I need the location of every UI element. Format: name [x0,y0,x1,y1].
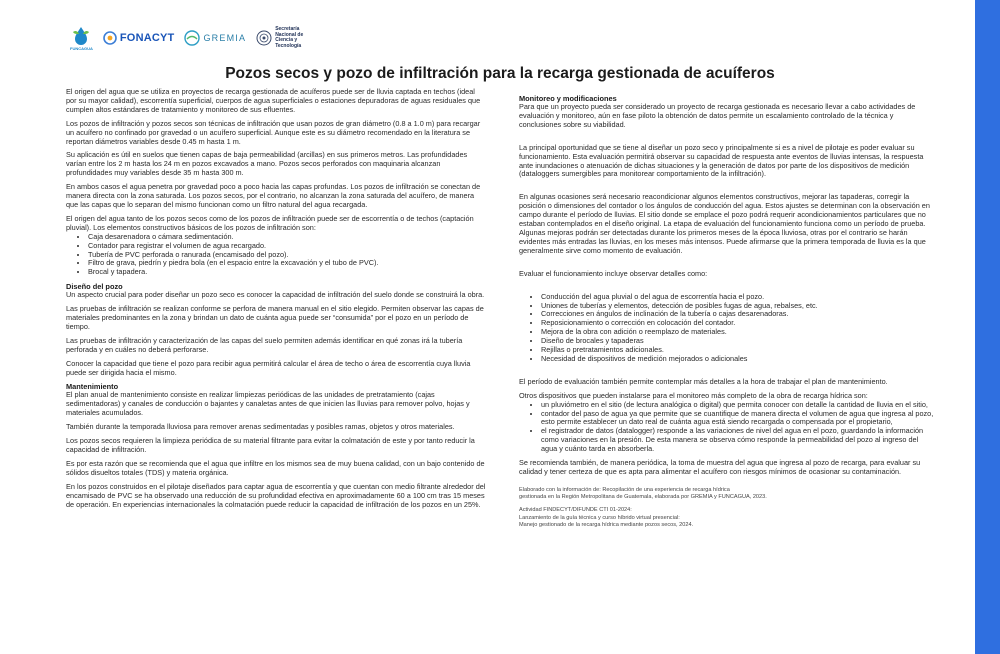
funcagua-icon [70,26,92,46]
paragraph: Conocer la capacidad que tiene el pozo para recibir agua permitirá calcular el área de techo o área de escorrentía cuya lluvia puede ser dirigida hacia el mismo. [66,358,471,377]
funcagua-label: FUNCAGUA [70,45,93,51]
list-item: • Brocal y tapadera. [88,268,486,277]
list-item: • Tubería de PVC perforada o ranurada (encamisado del pozo). [88,251,486,260]
paragraph: La principal oportunidad que se tiene al diseñar un pozo seco y principalmente si es a nivel de pilotaje es poder evaluar su funcionamiento. Esta evaluación permitirá observar su capacidad de respuesta ante eventos de lluvias intensas, la respuesta ante inundaciones o atenuación de dichas situaciones y la generación de datos por parte de los dispositivos de medición (dataloggers sumergibles para monitorear comportamiento de la infiltración). [519,142,924,179]
page-title: Pozos secos y pozo de infiltración para la recarga gestionada de acuíferos [225,65,775,82]
paragraph: El plan anual de mantenimiento consiste en realizar limpiezas periódicas de las unidades de pretratamiento (cajas sedimentadoras) y canales de conducción o bajantes y canaletas antes de que inicien las lluvias para remover polvo, hojas y materiales acumulados. [66,390,470,418]
gremia-label: GREMIA [203,33,247,43]
heading-mantenimiento: Mantenimiento [66,382,119,392]
gremia-logo [184,30,246,46]
logo-bar [70,24,303,52]
paragraph: También durante la temporada lluviosa para remover arenas sedimentadas y posibles ramas, objetos y otros materiales. [66,422,455,432]
left-column [66,88,486,514]
list-item: • Contador para registrar el volumen de agua recargado. [88,242,486,251]
list-item: • el registrador de datos (datalogger) responde a las variaciones de nivel del agua en el pozo, guardando la información como variaciones en la presión. De esta manera se observa cómo responde la permeabilidad del pozo al ingreso del agua y cuánto tarda en absorberla. [541,427,935,454]
paragraph: Otros dispositivos que pueden instalarse para el monitoreo más completo de la obra de recarga hídrica son: [519,390,868,400]
details-list [519,293,935,364]
paragraph: En algunas ocasiones será necesario reacondicionar algunos elementos constructivos, mejorar las tapaderas, corregir la posición o dimensiones del contador o los ángulos de conducción del agua. Estos ajustes se determinan con la observación en campo durante el período de lluvias. El sitio donde se emplace el pozo podrá requerir acondicionamientos particulares que no estaban contemplados en el diseño original. La etapa de evaluación del funcionamiento funciona como un período de prueba. Algunas mejoras podrán ser detectadas durante los primeros meses de la época lluviosa, otras por el contrario se harán evidentes más entradas las lluvias, en los meses más intensos. Puede afirmarse que la primera temporada de lluvia es la que generalmente sirve como momento de evaluación. [519,192,930,255]
list-item: • Mejora de la obra con adición o reemplazo de materiales. [541,328,935,337]
list-item: • Necesidad de dispositivos de medición mejorados o adicionales [541,355,935,364]
heading-diseno: Diseño del pozo [66,282,123,292]
source-credits: Elaborado con la información de: Recopilación de una experiencia de recarga hídrica gestionada en la Región Metropolitana de Guatemala, elaborada por GREMIA y FUNCAGUA, 2023. [519,486,767,501]
paragraph: El período de evaluación también permite contemplar más detalles a la hora de trabajar el plan de mantenimiento. [519,376,888,386]
paragraph: El origen del agua que se utiliza en proyectos de recarga gestionada de acuíferos puede ser de lluvia captada en techos (ideal por su mayor calidad), escorrentía superficial, cuerpos de agua superficiales o estaciones depuradoras de aguas residuales que cumplen altos estándares de tratamiento y monitoreo de sus efluentes. [66,87,481,114]
paragraph: Los pozos de infiltración y pozos secos son técnicas de infiltración que usan pozos de gran diámetro (0.8 a 1.0 m) para recargar un acuífero no confinado por gravedad o un acuífero superficial. Aunque este es su diámetro recomendado en la literatura se reportan diámetros variables desde 0.45 m hasta 1 m. [66,118,481,146]
list-item: • Rejillas o pretratamientos adicionales. [541,346,935,355]
fonacyt-logo [103,31,175,45]
activity-credits: Actividad FINDECYT/DIFUNDE CTI 01-2024: Lanzamiento de la guía técnica y curso híbrido virtual presencial: Manejo gestionado de la recarga hídrica mediante pozos secos, 2024. [519,507,694,528]
list-item: • Filtro de grava, piedrín y piedra bola (en el espacio entre la excavación y el tubo de PVC). [88,259,486,268]
paragraph: En los pozos construidos en el pilotaje diseñados para captar agua de escorrentía y que cuentan con medio filtrante alrededor del encamisado de PVC se ha observado una reducción de su profundidad efectiva en aproximadamente 60 a 100 cm tras 15 meses de operación. En experiencias internacionales la colmatación puede reducir la capacidad de infiltración de los pozos en un 25%. [66,481,486,509]
senacyt-logo [256,27,303,49]
list-item: • Reposicionamiento o corrección en colocación del contador. [541,319,935,328]
senacyt-label: Secretaría Nacional de Ciencia y Tecnología [275,26,304,49]
paragraph: Se recomienda también, de manera periódica, la toma de muestra del agua que ingresa al pozo de recarga, para evaluar su calidad y tener certeza de que es apta para alimentar el acuífero con riesgos mínimos de ocasionar su contaminación. [519,458,921,476]
paragraph: El origen del agua tanto de los pozos secos como de los pozos de infiltración puede ser de escorrentía o de techos (captación pluvial). Los elementos constructivos básicos de los pozos de infiltración son: [66,213,474,232]
list-item: • Conducción del agua pluvial o del agua de escorrentía hacia el pozo. [541,293,935,302]
paragraph: Las pruebas de infiltración se realizan conforme se perfora de manera manual en el sitio elegido. Permiten observar las capas de materiales predominantes en la zona y brindan un dato de cuánta agua puede ser “consumida” por el pozo en un período de tiempo. [66,304,484,331]
list-item: • Correcciones en ángulos de inclinación de la tubería o cajas desarenadoras. [541,310,935,319]
elements-list [66,233,486,278]
paragraph: Evaluar el funcionamiento incluye observar detalles como: [519,268,708,278]
paragraph: En ambos casos el agua penetra por gravedad poco a poco hacia las capas profundas. Los pozos de infiltración se conectan de manera directa con la zona saturada. Los pozos secos, por el contrario, no alcanzan la zona saturada del acuífero, de manera que las capas que lo separan del mismo funcionan como un filtro natural del agua recargada. [66,182,481,209]
list-item: • Uniones de tuberías y elementos, detección de posibles fugas de agua, rebalses, etc. [541,302,935,311]
paragraph: Es por esta razón que se recomienda que el agua que infiltre en los mismos sea de muy buena calidad, con un bajo contenido de sólidos disueltos totales (TDS) y materia orgánica. [66,458,485,477]
paragraph: Su aplicación es útil en suelos que tienen capas de baja permeabilidad (arcillas) en sus primeros metros. Las profundidades varían entre los 2 m hasta los 24 m en pozos excavados a mano. Pozos secos perforados con maquinaria alcanzan profundidades muy variables desde 35 m hasta 300 m. [66,150,468,178]
paragraph: Las pruebas de infiltración y caracterización de las capas del suelo permiten además identificar en qué zonas irá la tubería perforada y en cuáles no deberá perforarse. [66,335,463,354]
gremia-icon [184,30,200,46]
right-column [519,88,935,535]
paragraph: Para que un proyecto pueda ser considerado un proyecto de recarga gestionada es necesario llevar a cabo actividades de evaluación y monitoreo, aún en fase piloto la obtención de datos permite un escalamiento controlado de la técnica y conclusiones sobre su viabilidad. [519,102,916,129]
list-item: • contador del paso de agua ya que permite que se cuantifique de manera directa el volumen de agua que ingresa al pozo, esto permite establecer un dato real de cuánta agua está siendo recargada o compensada por el propietario, [541,410,935,428]
list-item: • Diseño de brocales y tapaderas [541,337,935,346]
fonacyt-icon [103,31,117,45]
fonacyt-label: FONACYT [119,32,175,44]
list-item: • un pluviómetro en el sitio (de lectura analógica o digital) que permita conocer con detalle la cantidad de lluvia en el sitio, [541,401,935,410]
seal-icon [256,30,272,46]
funcagua-logo [70,26,93,51]
list-item: • Caja desarenadora o cámara sedimentación. [88,233,486,242]
paragraph: Un aspecto crucial para poder diseñar un pozo seco es conocer la capacidad de infiltración del suelo donde se construirá la obra. [66,290,485,300]
devices-list [519,401,935,454]
paragraph: Los pozos secos requieren la limpieza periódica de su material filtrante para evitar la colmatación de este y por tanto reducir la capacidad de infiltración. [66,436,475,454]
heading-monitoreo: Monitoreo y modificaciones [519,94,617,103]
